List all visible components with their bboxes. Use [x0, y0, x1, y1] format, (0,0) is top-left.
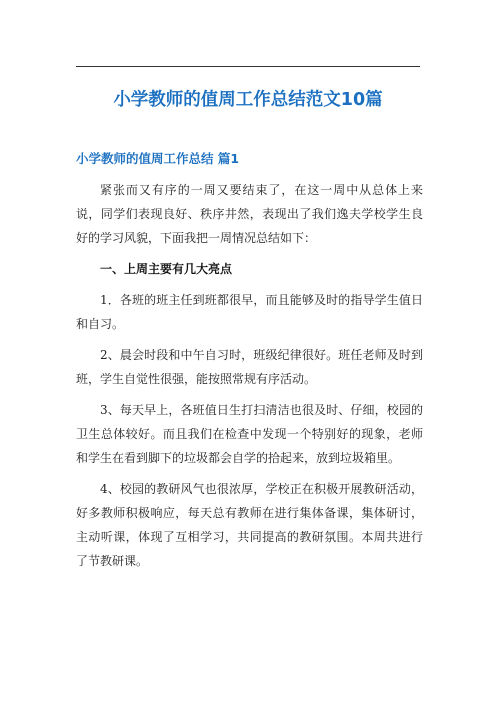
document-body: [76, 178, 423, 580]
intro-paragraph: 紧张而又有序的一周又要结束了，在这一周中从总体上来说，同学们表现良好、秩序井然，表现出了我们逸夫学校学生良好的学习风貌，下面我把一周情况总结如下：: [76, 183, 423, 245]
header-divider: [76, 66, 420, 67]
list-item: 4、校园的教研风气也很浓厚，学校正在积极开展教研活动，好多教师积极响应，每天总有教师在进行集体备课，集体研讨，主动听课，体现了互相学习，共同提高的教研氛围。本周共进行了节教研课。: [76, 482, 423, 568]
list-item: 2、晨会时段和中午自习时，班级纪律很好。班任老师及时到班，学生自觉性很强，能按照常规有序活动。: [76, 348, 423, 386]
document-title: 小学教师的值周工作总结范文10篇: [113, 90, 383, 110]
list-item: 1．各班的班主任到班都很早，而且能够及时的指导学生值日和自习。: [76, 293, 423, 331]
subheading-highlights: 一、上周主要有几大亮点: [100, 262, 233, 276]
list-item: 3、每天早上，各班值日生打扫清洁也很及时、仔细，校园的卫生总体较好。而且我们在检查中发现一个特别好的现象，老师和学生在看到脚下的垃圾都会自学的拾起来，放到垃圾箱里。: [76, 403, 423, 465]
section-heading: 小学教师的值周工作总结 篇1: [76, 151, 240, 166]
